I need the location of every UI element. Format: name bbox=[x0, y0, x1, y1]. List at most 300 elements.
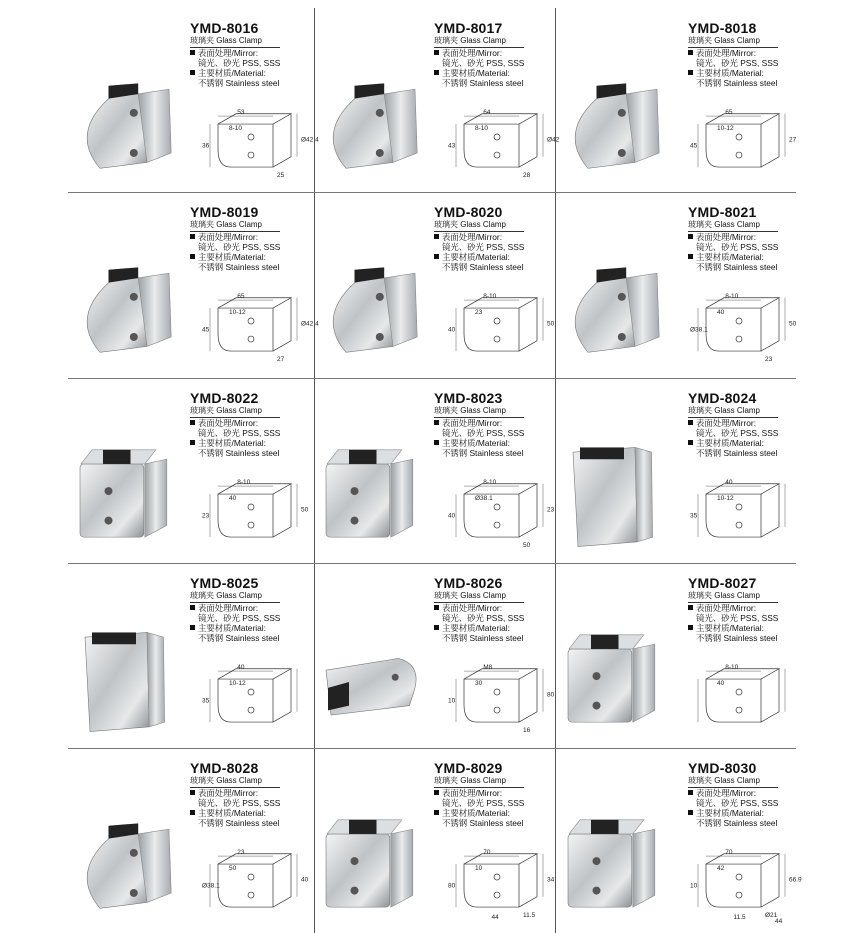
dimension-label: 65 bbox=[725, 109, 733, 117]
model-number: YMD-8021 bbox=[688, 204, 757, 220]
product-photo bbox=[558, 623, 668, 746]
dimension-label: 50 bbox=[523, 542, 531, 550]
product-photo bbox=[558, 252, 668, 375]
spec-text: 表面处理/Mirror: bbox=[442, 232, 503, 242]
bullet-icon bbox=[688, 50, 693, 55]
technical-drawing bbox=[688, 655, 788, 741]
model-number: YMD-8018 bbox=[688, 20, 757, 36]
material-label bbox=[688, 68, 778, 78]
spec-text: 主要材质/Material: bbox=[198, 438, 266, 448]
bullet-icon bbox=[190, 625, 195, 630]
product-photo bbox=[70, 252, 180, 375]
spec-text: 不锈钢 Stainless steel bbox=[696, 78, 778, 88]
drawing-container bbox=[200, 284, 319, 375]
spec-text: 镜光、砂光 PSS, SSS bbox=[198, 58, 281, 68]
dimension-label: 50 bbox=[301, 506, 309, 514]
finish-value bbox=[688, 428, 778, 438]
bullet-icon bbox=[190, 810, 195, 815]
category-label: 玻璃夹 Glass Clamp bbox=[688, 776, 778, 788]
material-label bbox=[190, 438, 280, 448]
bullet-icon bbox=[434, 50, 439, 55]
material-value bbox=[434, 818, 524, 828]
spec-text: 镜光、砂光 PSS, SSS bbox=[198, 242, 281, 252]
material-value bbox=[190, 818, 280, 828]
technical-drawing bbox=[688, 284, 797, 370]
dimension-label: 80 bbox=[547, 691, 555, 699]
dimension-label: 8-10 bbox=[483, 479, 497, 487]
bullet-icon bbox=[190, 70, 195, 75]
finish-label bbox=[190, 232, 280, 242]
spec-text: 主要材质/Material: bbox=[696, 252, 764, 262]
product-info bbox=[190, 760, 280, 828]
product-photo bbox=[70, 808, 180, 931]
finish-value bbox=[190, 613, 280, 623]
bullet-icon bbox=[190, 420, 195, 425]
finish-value bbox=[688, 242, 778, 252]
spec-text: 不锈钢 Stainless steel bbox=[442, 818, 524, 828]
dimension-label: 23 bbox=[765, 356, 773, 364]
product-info bbox=[190, 575, 280, 643]
technical-drawing bbox=[200, 284, 319, 370]
category-label: 玻璃夹 Glass Clamp bbox=[434, 220, 524, 232]
model-number: YMD-8020 bbox=[434, 204, 503, 220]
category-label: 玻璃夹 Glass Clamp bbox=[434, 406, 524, 418]
dimension-label: 40 bbox=[237, 664, 245, 672]
bullet-icon bbox=[434, 420, 439, 425]
finish-label bbox=[434, 48, 524, 58]
technical-drawing bbox=[200, 100, 319, 186]
dimension-label: Ø42.4 bbox=[301, 320, 319, 328]
technical-drawing bbox=[200, 655, 300, 741]
spec-text: 不锈钢 Stainless steel bbox=[696, 633, 778, 643]
clamp-photo bbox=[70, 252, 180, 370]
finish-value bbox=[688, 613, 778, 623]
product-cell bbox=[68, 192, 319, 376]
spec-text: 镜光、砂光 PSS, SSS bbox=[696, 798, 779, 808]
bullet-icon bbox=[434, 625, 439, 630]
spec-text: 主要材质/Material: bbox=[198, 808, 266, 818]
product-photo bbox=[70, 68, 180, 191]
spec-text: 不锈钢 Stainless steel bbox=[442, 448, 524, 458]
material-value bbox=[190, 448, 280, 458]
clamp-photo bbox=[558, 68, 668, 186]
spec-text: 表面处理/Mirror: bbox=[198, 232, 259, 242]
model-number: YMD-8023 bbox=[434, 390, 503, 406]
model-number: YMD-8025 bbox=[190, 575, 259, 591]
finish-label bbox=[688, 788, 778, 798]
material-value bbox=[688, 448, 778, 458]
finish-value bbox=[190, 798, 280, 808]
spec-text: 镜光、砂光 PSS, SSS bbox=[696, 58, 779, 68]
finish-label bbox=[190, 603, 280, 613]
product-cell bbox=[68, 8, 319, 192]
category-label: 玻璃夹 Glass Clamp bbox=[688, 220, 778, 232]
clamp-photo bbox=[316, 808, 426, 926]
bullet-icon bbox=[434, 70, 439, 75]
dimension-label: 53 bbox=[237, 109, 245, 117]
spec-text: 表面处理/Mirror: bbox=[696, 603, 757, 613]
dimension-label: 45 bbox=[690, 142, 698, 150]
dimension-label: 70 bbox=[483, 849, 491, 857]
drawing-container bbox=[446, 100, 560, 191]
spec-text: 主要材质/Material: bbox=[442, 438, 510, 448]
dimension-label: 44 bbox=[491, 914, 499, 922]
material-label bbox=[434, 808, 524, 818]
dimension-label: Ø21 bbox=[765, 912, 778, 920]
product-cell bbox=[556, 192, 796, 376]
product-photo bbox=[316, 808, 426, 931]
dimension-label: 10 bbox=[690, 882, 698, 890]
category-label: 玻璃夹 Glass Clamp bbox=[434, 591, 524, 603]
spec-text: 主要材质/Material: bbox=[442, 623, 510, 633]
material-value bbox=[190, 262, 280, 272]
material-value bbox=[434, 78, 524, 88]
finish-value bbox=[434, 242, 524, 252]
bullet-icon bbox=[688, 810, 693, 815]
finish-label bbox=[688, 603, 778, 613]
product-cell bbox=[68, 748, 313, 932]
drawing-container bbox=[446, 470, 555, 561]
product-info bbox=[688, 204, 778, 272]
drawing-container bbox=[446, 655, 555, 746]
material-value bbox=[434, 448, 524, 458]
drawing-container bbox=[200, 655, 300, 746]
material-label bbox=[434, 252, 524, 262]
spec-text: 主要材质/Material: bbox=[696, 808, 764, 818]
finish-value bbox=[688, 798, 778, 808]
dimension-label: Ø38.1 bbox=[475, 495, 493, 503]
dimension-label: 10-12 bbox=[229, 309, 246, 317]
bullet-icon bbox=[190, 605, 195, 610]
bullet-icon bbox=[688, 625, 693, 630]
dimension-label: 16 bbox=[523, 727, 531, 735]
finish-value bbox=[434, 613, 524, 623]
product-cell bbox=[68, 378, 313, 562]
product-photo bbox=[558, 808, 668, 931]
dimension-label: 66.9 bbox=[789, 876, 802, 884]
category-label: 玻璃夹 Glass Clamp bbox=[688, 406, 778, 418]
finish-value bbox=[190, 428, 280, 438]
dimension-label: 40 bbox=[448, 326, 456, 334]
dimension-label: Ø38.1 bbox=[690, 326, 708, 334]
dimension-label: 25 bbox=[277, 172, 285, 180]
product-photo bbox=[316, 68, 426, 191]
spec-text: 镜光、砂光 PSS, SSS bbox=[696, 613, 779, 623]
material-label bbox=[688, 623, 778, 633]
material-label bbox=[190, 252, 280, 262]
bullet-icon bbox=[434, 234, 439, 239]
technical-drawing bbox=[446, 284, 555, 370]
clamp-photo bbox=[70, 623, 180, 741]
category-label: 玻璃夹 Glass Clamp bbox=[190, 776, 280, 788]
dimension-label: Ø42 bbox=[547, 136, 560, 144]
material-label bbox=[190, 808, 280, 818]
clamp-photo bbox=[558, 438, 668, 556]
technical-drawing bbox=[200, 470, 309, 556]
product-info bbox=[688, 575, 778, 643]
model-number: YMD-8027 bbox=[688, 575, 757, 591]
material-value bbox=[688, 633, 778, 643]
product-cell bbox=[314, 563, 555, 747]
spec-text: 镜光、砂光 PSS, SSS bbox=[442, 798, 525, 808]
finish-label bbox=[190, 48, 280, 58]
spec-text: 不锈钢 Stainless steel bbox=[198, 633, 280, 643]
spec-text: 镜光、砂光 PSS, SSS bbox=[442, 242, 525, 252]
clamp-photo bbox=[316, 438, 426, 556]
spec-text: 主要材质/Material: bbox=[696, 438, 764, 448]
spec-text: 主要材质/Material: bbox=[696, 623, 764, 633]
bullet-icon bbox=[434, 254, 439, 259]
dimension-label: 11.5 bbox=[733, 914, 746, 922]
drawing-container bbox=[446, 840, 555, 931]
spec-text: 表面处理/Mirror: bbox=[696, 418, 757, 428]
technical-drawing bbox=[688, 470, 788, 556]
material-value bbox=[434, 262, 524, 272]
spec-text: 不锈钢 Stainless steel bbox=[198, 262, 280, 272]
dimension-label: 8-10 bbox=[475, 125, 489, 133]
dimension-label: Ø38.1 bbox=[202, 882, 220, 890]
spec-text: 表面处理/Mirror: bbox=[696, 48, 757, 58]
dimension-label: 44 bbox=[775, 918, 783, 926]
spec-text: 不锈钢 Stainless steel bbox=[198, 818, 280, 828]
bullet-icon bbox=[688, 254, 693, 259]
model-number: YMD-8019 bbox=[190, 204, 259, 220]
product-info bbox=[190, 204, 280, 272]
finish-label bbox=[434, 603, 524, 613]
product-cell bbox=[556, 748, 802, 932]
dimension-label: 23 bbox=[475, 309, 483, 317]
material-label bbox=[434, 68, 524, 78]
finish-label bbox=[434, 232, 524, 242]
dimension-label: 35 bbox=[202, 697, 210, 705]
model-number: YMD-8022 bbox=[190, 390, 259, 406]
spec-text: 不锈钢 Stainless steel bbox=[442, 633, 524, 643]
model-number: YMD-8028 bbox=[190, 760, 259, 776]
product-photo bbox=[70, 623, 180, 746]
drawing-container bbox=[200, 100, 319, 191]
spec-text: 镜光、砂光 PSS, SSS bbox=[198, 613, 281, 623]
spec-text: 不锈钢 Stainless steel bbox=[442, 78, 524, 88]
bullet-icon bbox=[688, 70, 693, 75]
dimension-label: 43 bbox=[448, 142, 456, 150]
spec-text: 主要材质/Material: bbox=[442, 808, 510, 818]
drawing-container bbox=[688, 284, 797, 375]
model-number: YMD-8029 bbox=[434, 760, 503, 776]
material-label bbox=[688, 438, 778, 448]
drawing-container bbox=[688, 840, 802, 931]
bullet-icon bbox=[688, 790, 693, 795]
product-photo bbox=[316, 438, 426, 561]
spec-text: 表面处理/Mirror: bbox=[442, 603, 503, 613]
dimension-label: 28 bbox=[523, 172, 531, 180]
technical-drawing bbox=[688, 100, 797, 186]
finish-label bbox=[434, 418, 524, 428]
dimension-label: 10 bbox=[475, 865, 483, 873]
dimension-label: 50 bbox=[789, 320, 797, 328]
drawing-container bbox=[200, 470, 309, 561]
product-photo bbox=[558, 438, 668, 561]
spec-text: 不锈钢 Stainless steel bbox=[198, 448, 280, 458]
category-label: 玻璃夹 Glass Clamp bbox=[190, 36, 280, 48]
spec-text: 表面处理/Mirror: bbox=[198, 788, 259, 798]
drawing-container bbox=[446, 284, 555, 375]
category-label: 玻璃夹 Glass Clamp bbox=[434, 776, 524, 788]
technical-drawing bbox=[446, 100, 560, 186]
category-label: 玻璃夹 Glass Clamp bbox=[688, 591, 778, 603]
bullet-icon bbox=[434, 440, 439, 445]
spec-text: 不锈钢 Stainless steel bbox=[696, 262, 778, 272]
product-info bbox=[434, 20, 524, 88]
bullet-icon bbox=[688, 234, 693, 239]
spec-text: 镜光、砂光 PSS, SSS bbox=[198, 428, 281, 438]
dimension-label: 45 bbox=[202, 326, 210, 334]
finish-label bbox=[688, 418, 778, 428]
spec-text: 表面处理/Mirror: bbox=[198, 48, 259, 58]
product-photo bbox=[316, 252, 426, 375]
dimension-label: 42 bbox=[717, 865, 725, 873]
product-info bbox=[688, 20, 778, 88]
spec-text: 表面处理/Mirror: bbox=[442, 48, 503, 58]
dimension-label: 8-10 bbox=[237, 479, 251, 487]
product-cell bbox=[314, 748, 555, 932]
clamp-photo bbox=[316, 623, 426, 741]
dimension-label: 8-10 bbox=[229, 125, 243, 133]
model-number: YMD-8030 bbox=[688, 760, 757, 776]
spec-text: 镜光、砂光 PSS, SSS bbox=[198, 798, 281, 808]
material-value bbox=[688, 818, 778, 828]
spec-text: 不锈钢 Stainless steel bbox=[696, 448, 778, 458]
dimension-label: 50 bbox=[229, 865, 237, 873]
dimension-label: 23 bbox=[547, 506, 555, 514]
finish-value bbox=[688, 58, 778, 68]
dimension-label: 10 bbox=[448, 697, 456, 705]
dimension-label: 10-12 bbox=[717, 495, 734, 503]
bullet-icon bbox=[190, 790, 195, 795]
dimension-label: 8-10 bbox=[483, 293, 497, 301]
material-label bbox=[190, 68, 280, 78]
category-label: 玻璃夹 Glass Clamp bbox=[190, 591, 280, 603]
clamp-photo bbox=[558, 808, 668, 926]
dimension-label: 36 bbox=[202, 142, 210, 150]
product-cell bbox=[314, 378, 555, 562]
material-label bbox=[190, 623, 280, 633]
spec-text: 表面处理/Mirror: bbox=[198, 418, 259, 428]
dimension-label: 27 bbox=[277, 356, 285, 364]
dimension-label: 34 bbox=[547, 876, 555, 884]
category-label: 玻璃夹 Glass Clamp bbox=[688, 36, 778, 48]
product-photo bbox=[558, 68, 668, 191]
bullet-icon bbox=[434, 810, 439, 815]
material-value bbox=[190, 78, 280, 88]
clamp-photo bbox=[558, 623, 668, 741]
model-number: YMD-8024 bbox=[688, 390, 757, 406]
spec-text: 镜光、砂光 PSS, SSS bbox=[442, 428, 525, 438]
spec-text: 镜光、砂光 PSS, SSS bbox=[442, 613, 525, 623]
drawing-container bbox=[688, 655, 788, 746]
spec-text: 不锈钢 Stainless steel bbox=[696, 818, 778, 828]
product-info bbox=[434, 575, 524, 643]
clamp-photo bbox=[316, 252, 426, 370]
material-label bbox=[688, 808, 778, 818]
finish-label bbox=[190, 788, 280, 798]
finish-value bbox=[190, 242, 280, 252]
spec-text: 不锈钢 Stainless steel bbox=[442, 262, 524, 272]
clamp-photo bbox=[558, 252, 668, 370]
spec-text: 镜光、砂光 PSS, SSS bbox=[696, 428, 779, 438]
finish-label bbox=[688, 232, 778, 242]
material-value bbox=[688, 262, 778, 272]
dimension-label: 10-12 bbox=[229, 680, 246, 688]
bullet-icon bbox=[190, 50, 195, 55]
product-photo bbox=[70, 438, 180, 561]
spec-text: 不锈钢 Stainless steel bbox=[198, 78, 280, 88]
dimension-label: 11.5 bbox=[523, 912, 536, 920]
bullet-icon bbox=[688, 420, 693, 425]
dimension-label: 40 bbox=[301, 876, 309, 884]
product-info bbox=[434, 204, 524, 272]
dimension-label: 65 bbox=[237, 293, 245, 301]
finish-label bbox=[688, 48, 778, 58]
model-number: YMD-8026 bbox=[434, 575, 503, 591]
technical-drawing bbox=[200, 840, 309, 926]
dimension-label: 8-10 bbox=[725, 664, 739, 672]
technical-drawing bbox=[688, 840, 802, 926]
spec-text: 主要材质/Material: bbox=[442, 252, 510, 262]
product-info bbox=[190, 390, 280, 458]
dimension-label: 40 bbox=[717, 309, 725, 317]
product-cell bbox=[556, 378, 796, 562]
product-info bbox=[688, 390, 778, 458]
clamp-photo bbox=[316, 68, 426, 186]
bullet-icon bbox=[190, 234, 195, 239]
product-info bbox=[688, 760, 778, 828]
material-value bbox=[688, 78, 778, 88]
product-info bbox=[190, 20, 280, 88]
bullet-icon bbox=[434, 790, 439, 795]
clamp-photo bbox=[70, 68, 180, 186]
product-cell bbox=[314, 192, 555, 376]
clamp-photo bbox=[70, 808, 180, 926]
dimension-label: 64 bbox=[483, 109, 491, 117]
category-label: 玻璃夹 Glass Clamp bbox=[190, 406, 280, 418]
material-label bbox=[434, 438, 524, 448]
bullet-icon bbox=[688, 440, 693, 445]
material-label bbox=[434, 623, 524, 633]
spec-text: 表面处理/Mirror: bbox=[696, 788, 757, 798]
product-info bbox=[434, 760, 524, 828]
product-cell bbox=[556, 563, 796, 747]
spec-text: 镜光、砂光 PSS, SSS bbox=[442, 58, 525, 68]
dimension-label: 27 bbox=[789, 136, 797, 144]
model-number: YMD-8017 bbox=[434, 20, 503, 36]
clamp-photo bbox=[70, 438, 180, 556]
spec-text: 主要材质/Material: bbox=[198, 252, 266, 262]
spec-text: 主要材质/Material: bbox=[696, 68, 764, 78]
dimension-label: 40 bbox=[725, 479, 733, 487]
spec-text: 表面处理/Mirror: bbox=[696, 232, 757, 242]
dimension-label: 23 bbox=[237, 849, 245, 857]
dimension-label: 40 bbox=[448, 512, 456, 520]
dimension-label: 70 bbox=[725, 849, 733, 857]
product-cell bbox=[314, 8, 560, 192]
spec-text: 主要材质/Material: bbox=[442, 68, 510, 78]
dimension-label: 40 bbox=[229, 495, 237, 503]
product-cell bbox=[68, 563, 313, 747]
technical-drawing bbox=[446, 840, 555, 926]
bullet-icon bbox=[190, 254, 195, 259]
finish-value bbox=[434, 428, 524, 438]
technical-drawing bbox=[446, 470, 555, 556]
